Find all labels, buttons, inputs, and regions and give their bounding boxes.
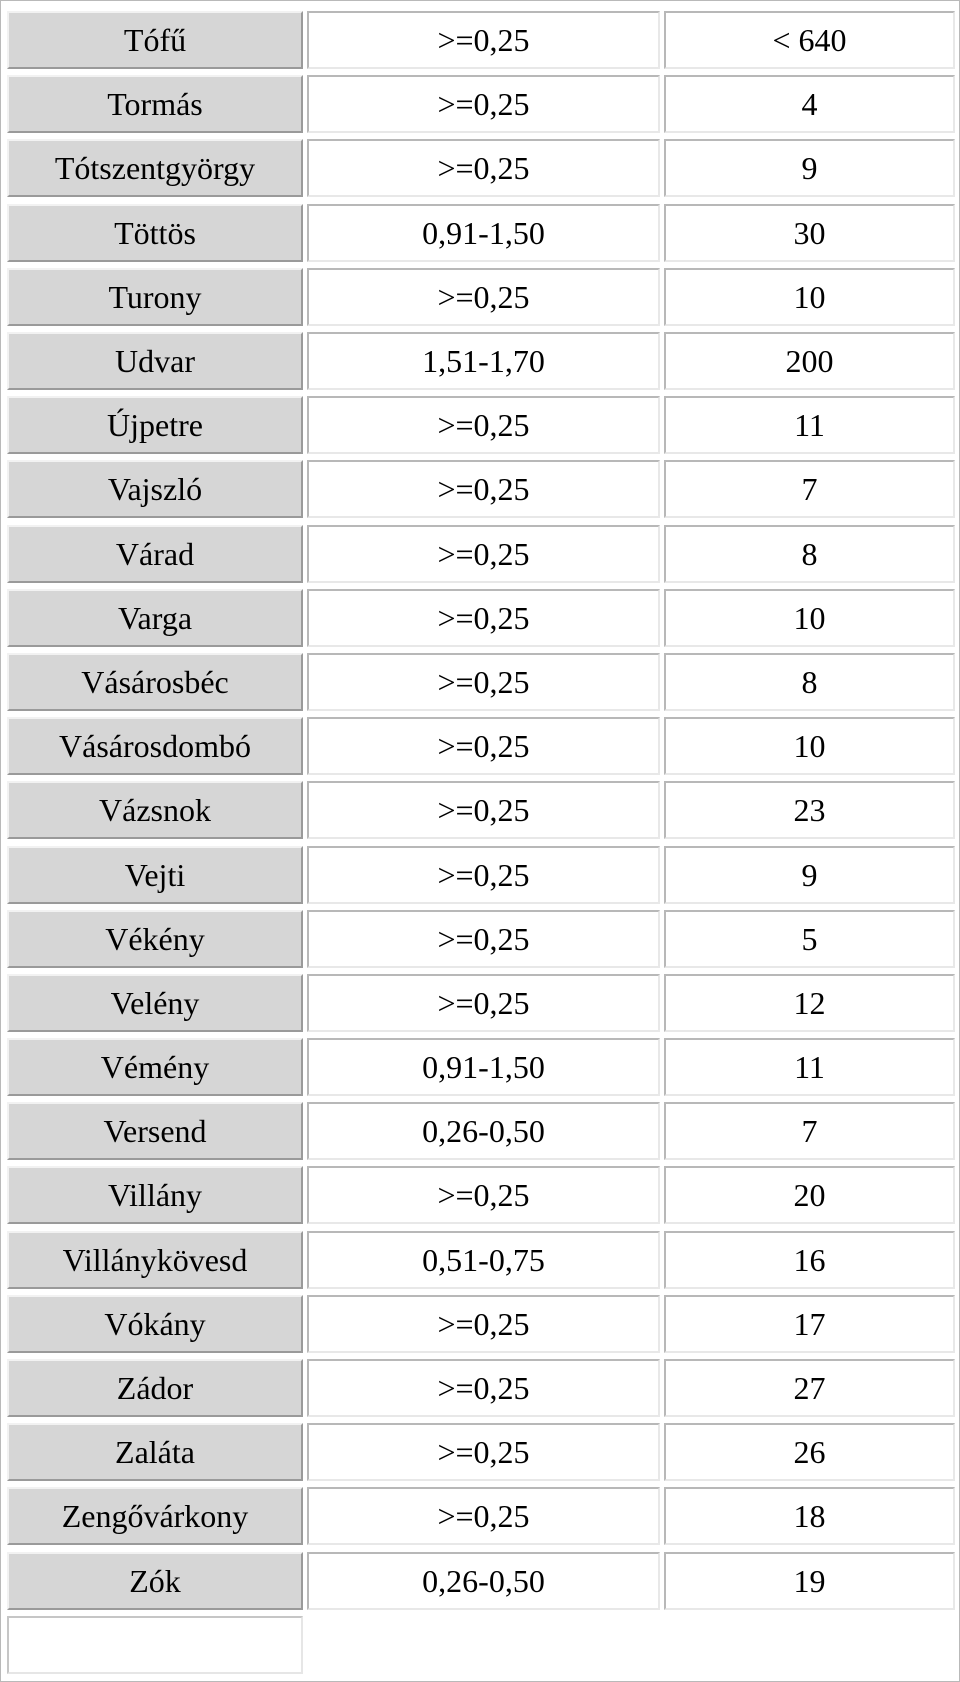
range-cell	[305, 457, 662, 521]
count-cell	[662, 136, 957, 200]
settlement-name-cell	[5, 265, 305, 329]
settlement-name-cell	[5, 329, 305, 393]
settlement-name-cell-text: Varga	[7, 589, 303, 647]
range-cell-text: >=0,25	[307, 717, 660, 775]
table-row	[5, 1099, 957, 1163]
range-cell	[305, 907, 662, 971]
count-cell-text: 16	[664, 1231, 955, 1289]
count-cell	[662, 1228, 957, 1292]
range-cell-text: >=0,25	[307, 75, 660, 133]
range-cell	[305, 1163, 662, 1227]
range-cell-text: 0,91-1,50	[307, 1038, 660, 1096]
count-cell	[662, 457, 957, 521]
table-row	[5, 1484, 957, 1548]
settlement-name-cell-text: Vásárosbéc	[7, 653, 303, 711]
table-row	[5, 778, 957, 842]
count-cell	[662, 842, 957, 906]
range-cell-text: >=0,25	[307, 1359, 660, 1417]
settlement-name-cell-text: Újpetre	[7, 396, 303, 454]
range-cell	[305, 1484, 662, 1548]
table-row	[5, 1228, 957, 1292]
range-cell	[305, 72, 662, 136]
settlement-name-cell-text: Zók	[7, 1552, 303, 1610]
range-cell	[305, 1356, 662, 1420]
count-cell-text: 12	[664, 974, 955, 1032]
count-cell-text: 4	[664, 75, 955, 133]
settlement-name-cell	[5, 1484, 305, 1548]
count-cell-text: 8	[664, 525, 955, 583]
range-cell	[305, 1292, 662, 1356]
table-row	[5, 1420, 957, 1484]
table-row	[5, 265, 957, 329]
range-cell	[305, 201, 662, 265]
table-row	[5, 72, 957, 136]
settlement-name-cell-text: Tófű	[7, 11, 303, 69]
table-row	[5, 971, 957, 1035]
settlement-name-cell	[5, 201, 305, 265]
count-cell	[662, 1035, 957, 1099]
settlement-name-cell-text: Vajszló	[7, 460, 303, 518]
count-cell-text: 10	[664, 268, 955, 326]
count-cell	[662, 1420, 957, 1484]
range-cell-text: >=0,25	[307, 525, 660, 583]
count-cell-text: 23	[664, 781, 955, 839]
range-cell-text: 0,91-1,50	[307, 204, 660, 262]
settlement-name-cell-text: Vásárosdombó	[7, 717, 303, 775]
table-row	[5, 457, 957, 521]
settlement-name-cell-text: Zaláta	[7, 1423, 303, 1481]
range-cell-text: >=0,25	[307, 1295, 660, 1353]
range-cell-text: >=0,25	[307, 1166, 660, 1224]
range-cell	[305, 136, 662, 200]
settlement-name-cell-text: Vókány	[7, 1295, 303, 1353]
table-row	[5, 1549, 957, 1613]
empty-table-row	[5, 1613, 957, 1677]
settlement-name-cell	[5, 971, 305, 1035]
settlement-name-cell	[5, 522, 305, 586]
table-row	[5, 393, 957, 457]
range-cell	[305, 842, 662, 906]
settlement-name-cell	[5, 650, 305, 714]
range-cell-text: >=0,25	[307, 653, 660, 711]
count-cell-text: 200	[664, 332, 955, 390]
range-cell-text: >=0,25	[307, 1423, 660, 1481]
settlement-name-cell-text: Zádor	[7, 1359, 303, 1417]
count-cell-text: 30	[664, 204, 955, 262]
settlement-name-cell	[5, 1099, 305, 1163]
table-row	[5, 907, 957, 971]
range-cell-text: >=0,25	[307, 139, 660, 197]
range-cell-text: >=0,25	[307, 910, 660, 968]
range-cell	[305, 1228, 662, 1292]
count-cell	[662, 586, 957, 650]
count-cell	[662, 1484, 957, 1548]
settlement-name-cell-text: Vejti	[7, 846, 303, 904]
range-cell-text: 0,51-0,75	[307, 1231, 660, 1289]
table-row	[5, 201, 957, 265]
settlement-name-cell	[5, 842, 305, 906]
range-cell-text: >=0,25	[307, 268, 660, 326]
count-cell	[662, 1099, 957, 1163]
settlement-name-cell-text: Vázsnok	[7, 781, 303, 839]
table-row	[5, 842, 957, 906]
settlement-name-cell-text: Versend	[7, 1102, 303, 1160]
settlement-name-cell-text: Vémény	[7, 1038, 303, 1096]
range-cell	[305, 778, 662, 842]
settlement-name-cell	[5, 1356, 305, 1420]
range-cell	[305, 650, 662, 714]
count-cell	[662, 8, 957, 72]
count-cell	[662, 714, 957, 778]
table-body	[5, 8, 957, 1677]
count-cell	[662, 971, 957, 1035]
count-cell	[662, 1549, 957, 1613]
count-cell-text: 20	[664, 1166, 955, 1224]
count-cell	[662, 1356, 957, 1420]
range-cell-text: >=0,25	[307, 974, 660, 1032]
count-cell-text: 10	[664, 589, 955, 647]
count-cell	[662, 72, 957, 136]
settlement-name-cell	[5, 586, 305, 650]
settlement-name-cell-text: Vékény	[7, 910, 303, 968]
table-row	[5, 136, 957, 200]
count-cell	[662, 393, 957, 457]
settlement-name-cell	[5, 1035, 305, 1099]
count-cell	[662, 522, 957, 586]
count-cell	[662, 907, 957, 971]
count-cell	[662, 1163, 957, 1227]
count-cell-text: 8	[664, 653, 955, 711]
count-cell	[662, 778, 957, 842]
settlement-name-cell	[5, 1163, 305, 1227]
settlement-name-cell-text: Villány	[7, 1166, 303, 1224]
count-cell	[662, 650, 957, 714]
count-cell-text: 7	[664, 460, 955, 518]
range-cell	[305, 329, 662, 393]
count-cell-text: 18	[664, 1487, 955, 1545]
settlement-name-cell-text: Velény	[7, 974, 303, 1032]
range-cell-text: >=0,25	[307, 396, 660, 454]
settlement-name-cell	[5, 1549, 305, 1613]
table-row	[5, 522, 957, 586]
count-cell	[662, 329, 957, 393]
range-cell-text: 1,51-1,70	[307, 332, 660, 390]
range-cell	[305, 265, 662, 329]
range-cell	[305, 1035, 662, 1099]
settlement-name-cell-text: Turony	[7, 268, 303, 326]
range-cell-text: >=0,25	[307, 460, 660, 518]
settlement-name-cell-text: Villánykövesd	[7, 1231, 303, 1289]
table-row	[5, 1035, 957, 1099]
settlement-name-cell	[5, 1228, 305, 1292]
table-row	[5, 1292, 957, 1356]
count-cell-text: 27	[664, 1359, 955, 1417]
empty-merged-cell	[305, 1613, 957, 1677]
range-cell	[305, 971, 662, 1035]
settlement-name-cell	[5, 1292, 305, 1356]
table-row	[5, 1163, 957, 1227]
range-cell	[305, 586, 662, 650]
count-cell-text: 17	[664, 1295, 955, 1353]
table-row	[5, 8, 957, 72]
empty-name-cell	[5, 1613, 305, 1677]
count-cell-text: 5	[664, 910, 955, 968]
settlement-name-cell	[5, 457, 305, 521]
settlement-table	[5, 8, 957, 1677]
range-cell-text: >=0,25	[307, 1487, 660, 1545]
range-cell	[305, 1099, 662, 1163]
settlement-name-cell	[5, 1420, 305, 1484]
range-cell-text: >=0,25	[307, 589, 660, 647]
range-cell-text: >=0,25	[307, 11, 660, 69]
count-cell-text: 19	[664, 1552, 955, 1610]
count-cell-text: 7	[664, 1102, 955, 1160]
range-cell-text: >=0,25	[307, 846, 660, 904]
range-cell-text: >=0,25	[307, 781, 660, 839]
count-cell	[662, 265, 957, 329]
count-cell-text: 11	[664, 1038, 955, 1096]
count-cell	[662, 201, 957, 265]
table-row	[5, 650, 957, 714]
range-cell	[305, 1420, 662, 1484]
settlement-name-cell-text: Várad	[7, 525, 303, 583]
table-row	[5, 329, 957, 393]
settlement-name-cell	[5, 778, 305, 842]
count-cell-text: 11	[664, 396, 955, 454]
table-row	[5, 1356, 957, 1420]
range-cell	[305, 393, 662, 457]
range-cell	[305, 714, 662, 778]
count-cell-text: 10	[664, 717, 955, 775]
range-cell	[305, 522, 662, 586]
range-cell-text: 0,26-0,50	[307, 1552, 660, 1610]
range-cell-text: 0,26-0,50	[307, 1102, 660, 1160]
settlement-name-cell-text: Tormás	[7, 75, 303, 133]
settlement-name-cell-text: Tótszentgyörgy	[7, 139, 303, 197]
range-cell	[305, 1549, 662, 1613]
count-cell-text: 26	[664, 1423, 955, 1481]
settlement-name-cell	[5, 714, 305, 778]
count-cell-text: < 640	[664, 11, 955, 69]
settlement-name-cell	[5, 136, 305, 200]
settlement-name-cell	[5, 393, 305, 457]
range-cell	[305, 8, 662, 72]
settlement-name-cell	[5, 8, 305, 72]
settlement-name-cell	[5, 72, 305, 136]
settlement-name-cell	[5, 907, 305, 971]
table-row	[5, 586, 957, 650]
count-cell-text: 9	[664, 846, 955, 904]
count-cell-text: 9	[664, 139, 955, 197]
table-row	[5, 714, 957, 778]
count-cell	[662, 1292, 957, 1356]
settlement-name-cell-text: Udvar	[7, 332, 303, 390]
settlement-name-cell-text: Töttös	[7, 204, 303, 262]
settlement-name-cell-text: Zengővárkony	[7, 1487, 303, 1545]
